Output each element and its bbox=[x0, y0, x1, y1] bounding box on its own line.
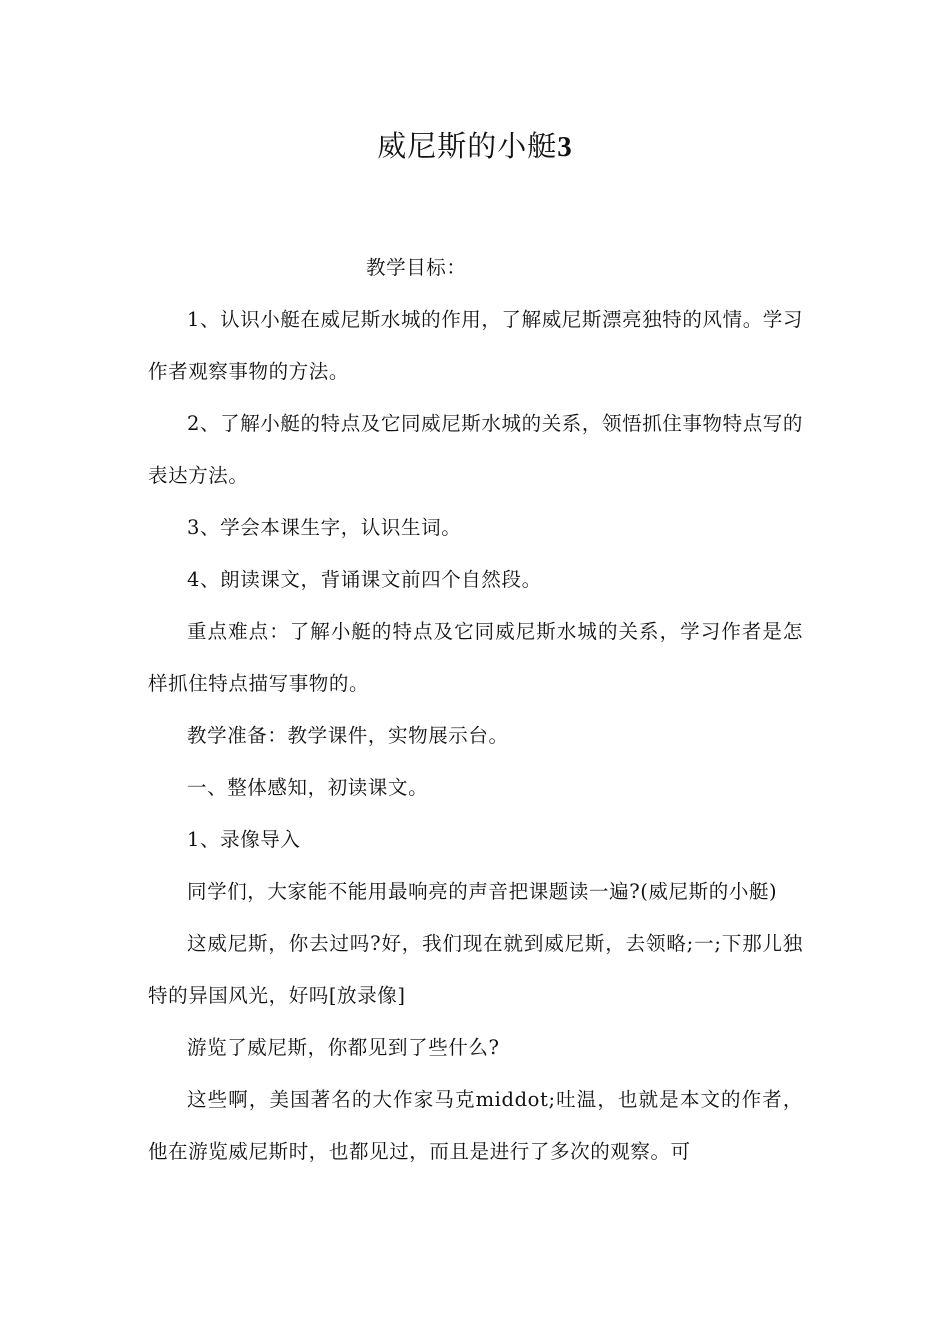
paragraph-video-intro: 1、录像导入 bbox=[187, 828, 301, 851]
document-title-number: 3 bbox=[557, 131, 573, 163]
paragraph-mark-twain: 这些啊，美国著名的大作家马克middot;吐温，也就是本文的作者，他在游览威尼斯时，也都见过，而且是进行了多次的观察。可 bbox=[148, 1088, 803, 1163]
paragraph-what-seen: 游览了威尼斯，你都见到了些什么? bbox=[187, 1036, 500, 1059]
paragraph-section-one: 一、整体感知，初读课文。 bbox=[187, 776, 429, 799]
paragraph-preparation: 教学准备：教学课件，实物展示台。 bbox=[187, 724, 509, 747]
paragraph-key-points: 重点难点：了解小艇的特点及它同威尼斯水城的关系，学习作者是怎样抓住特点描写事物的。 bbox=[148, 620, 803, 695]
section-heading-goals: 教学目标： bbox=[366, 256, 467, 279]
paragraph-goal-3: 3、学会本课生字，认识生词。 bbox=[187, 516, 462, 539]
paragraph-read-title: 同学们，大家能不能用最响亮的声音把课题读一遍?(威尼斯的小艇) bbox=[187, 880, 778, 903]
paragraph-visit-venice: 这威尼斯，你去过吗?好，我们现在就到威尼斯，去领略;一;下那儿独特的异国风光，好吗[放录像] bbox=[148, 932, 803, 1007]
document-title bbox=[0, 122, 950, 171]
document-body bbox=[148, 242, 803, 1178]
document-title-text: 威尼斯的小艇 bbox=[377, 129, 558, 163]
paragraph-goal-2: 2、了解小艇的特点及它同威尼斯水城的关系，领悟抓住事物特点写的表达方法。 bbox=[148, 412, 804, 487]
paragraph-goal-4: 4、朗读课文，背诵课文前四个自然段。 bbox=[187, 568, 542, 591]
paragraph-goal-1: 1、认识小艇在威尼斯水城的作用，了解威尼斯漂亮独特的风情。学习作者观察事物的方法。 bbox=[148, 308, 804, 383]
